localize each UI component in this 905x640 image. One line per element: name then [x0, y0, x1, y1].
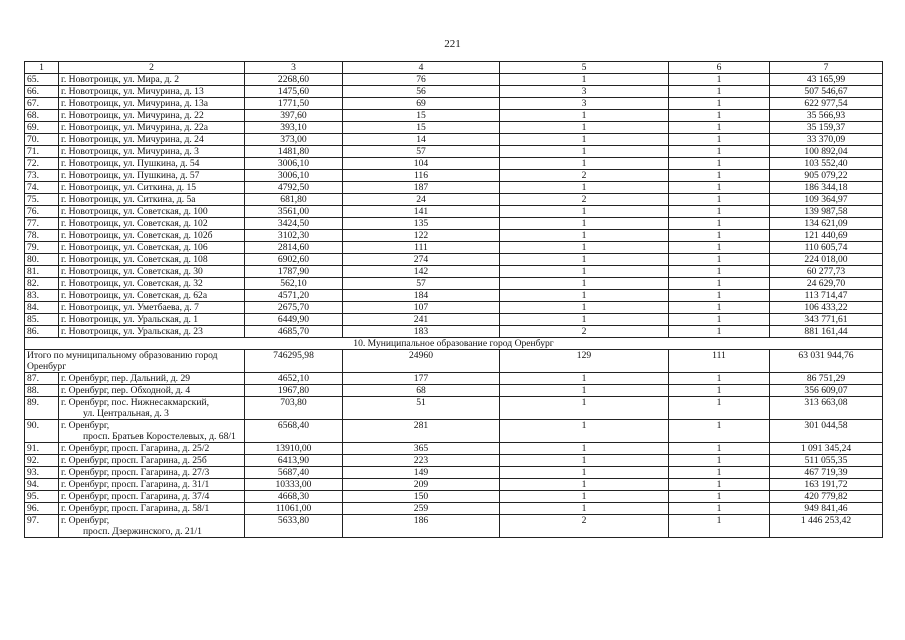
- column-5-value: 1: [500, 455, 669, 467]
- table-row: [25, 420, 883, 443]
- housing-register-table: [24, 61, 883, 538]
- column-5-value: 1: [500, 134, 669, 146]
- residents-count: 15: [343, 122, 500, 134]
- address: г. Новотроицк, ул. Советская, д. 32: [59, 278, 245, 290]
- address: г. Оренбург, пер. Обходной, д. 4: [59, 385, 245, 397]
- column-5-value: 2: [500, 326, 669, 338]
- residents-count: 24: [343, 194, 500, 206]
- table-row: [25, 266, 883, 278]
- table-row: [25, 74, 883, 86]
- address-line-1: г. Оренбург,: [61, 420, 110, 431]
- column-6-value: 1: [669, 218, 770, 230]
- table-row: [25, 503, 883, 515]
- total-area: 3424,50: [245, 218, 343, 230]
- cost-value: 106 433,22: [770, 302, 883, 314]
- address: г. Новотроицк, ул. Советская, д. 102б: [59, 230, 245, 242]
- column-6-value: 1: [669, 74, 770, 86]
- address: г. Оренбург, просп. Гагарина, д. 25б: [59, 455, 245, 467]
- column-5-value: 1: [500, 206, 669, 218]
- column-5-value: 2: [500, 194, 669, 206]
- total-area: 3102,30: [245, 230, 343, 242]
- total-area: 13910,00: [245, 443, 343, 455]
- row-number: 69.: [25, 122, 59, 134]
- cost-value: 110 605,74: [770, 242, 883, 254]
- table-row: [25, 194, 883, 206]
- total-area: 2268,60: [245, 74, 343, 86]
- residents-count: 150: [343, 491, 500, 503]
- row-number: 77.: [25, 218, 59, 230]
- residents-count: 76: [343, 74, 500, 86]
- table-row: [25, 397, 883, 420]
- address: г. Новотроицк, ул. Уральская, д. 23: [59, 326, 245, 338]
- column-5-value: 2: [500, 515, 669, 538]
- column-6-value: 1: [669, 86, 770, 98]
- row-number: 85.: [25, 314, 59, 326]
- total-area: 6413,90: [245, 455, 343, 467]
- cost-value: 121 440,69: [770, 230, 883, 242]
- table-row: [25, 206, 883, 218]
- cost-value: 949 841,46: [770, 503, 883, 515]
- column-5-value: 1: [500, 230, 669, 242]
- cost-value: 103 552,40: [770, 158, 883, 170]
- column-5-value: 1: [500, 385, 669, 397]
- column-6-value: 1: [669, 230, 770, 242]
- column-6-value: 1: [669, 420, 770, 443]
- row-number: 81.: [25, 266, 59, 278]
- cost-value: 24 629,70: [770, 278, 883, 290]
- address-line-2: ул. Центральная, д. 3: [83, 408, 169, 419]
- address: г. Новотроицк, ул. Мичурина, д. 24: [59, 134, 245, 146]
- table-row: [25, 242, 883, 254]
- residents-count: 365: [343, 443, 500, 455]
- residents-count: 104: [343, 158, 500, 170]
- address: г. Новотроицк, ул. Уральская, д. 1: [59, 314, 245, 326]
- section-title: 10. Муниципальное образование город Оренбург: [25, 338, 883, 350]
- column-number: 2: [59, 62, 245, 74]
- address: г. Новотроицк, ул. Мичурина, д. 13: [59, 86, 245, 98]
- total-area: 5687,40: [245, 467, 343, 479]
- column-6-value: 1: [669, 158, 770, 170]
- table-row: [25, 302, 883, 314]
- table-row: [25, 290, 883, 302]
- cost-value: 109 364,97: [770, 194, 883, 206]
- residents-count: 142: [343, 266, 500, 278]
- address: г. Новотроицк, ул. Пушкина, д. 57: [59, 170, 245, 182]
- column-6-value: 1: [669, 98, 770, 110]
- total-area: 4571,20: [245, 290, 343, 302]
- residents-count: 281: [343, 420, 500, 443]
- residents-count: 187: [343, 182, 500, 194]
- column-6-value: 1: [669, 455, 770, 467]
- address: г. Оренбург, просп. Гагарина, д. 58/1: [59, 503, 245, 515]
- table-row: [25, 314, 883, 326]
- row-number: 84.: [25, 302, 59, 314]
- row-number: 91.: [25, 443, 59, 455]
- address: г. Новотроицк, ул. Советская, д. 106: [59, 242, 245, 254]
- total-area: 11061,00: [245, 503, 343, 515]
- table-row: [25, 491, 883, 503]
- address: г. Новотроицк, ул. Пушкина, д. 54: [59, 158, 245, 170]
- column-6-value: 1: [669, 122, 770, 134]
- residents-count: 223: [343, 455, 500, 467]
- cost-value: 33 370,09: [770, 134, 883, 146]
- column-5-value: 1: [500, 443, 669, 455]
- row-number: 92.: [25, 455, 59, 467]
- column-6-value: 1: [669, 242, 770, 254]
- section-heading-row: [25, 338, 883, 350]
- table-row: [25, 230, 883, 242]
- cost-value: 1 446 253,42: [770, 515, 883, 538]
- address: г. Новотроицк, ул. Мичурина, д. 22а: [59, 122, 245, 134]
- table-row: [25, 170, 883, 182]
- column-5-value: 2: [500, 170, 669, 182]
- column-number: 5: [500, 62, 669, 74]
- cost-value: 35 159,37: [770, 122, 883, 134]
- cost-value: 186 344,18: [770, 182, 883, 194]
- total-area: 562,10: [245, 278, 343, 290]
- column-5-value: 1: [500, 479, 669, 491]
- address: г. Новотроицк, ул. Мичурина, д. 3: [59, 146, 245, 158]
- total-area: 4652,10: [245, 373, 343, 385]
- total-column-5: 129: [500, 350, 669, 373]
- residents-count: 274: [343, 254, 500, 266]
- address: [59, 515, 245, 538]
- residents-count: 14: [343, 134, 500, 146]
- column-5-value: 1: [500, 467, 669, 479]
- column-6-value: 1: [669, 110, 770, 122]
- cost-value: 467 719,39: [770, 467, 883, 479]
- total-area: 703,80: [245, 397, 343, 420]
- residents-count: 57: [343, 278, 500, 290]
- residents-count: 15: [343, 110, 500, 122]
- column-5-value: 1: [500, 74, 669, 86]
- table-row: [25, 98, 883, 110]
- total-area: 1771,50: [245, 98, 343, 110]
- cost-value: 35 566,93: [770, 110, 883, 122]
- row-number: 83.: [25, 290, 59, 302]
- table-row: [25, 134, 883, 146]
- column-6-value: 1: [669, 397, 770, 420]
- column-5-value: 1: [500, 254, 669, 266]
- total-area: 4668,30: [245, 491, 343, 503]
- residents-count: 69: [343, 98, 500, 110]
- column-6-value: 1: [669, 314, 770, 326]
- table-row: [25, 254, 883, 266]
- total-area: 2814,60: [245, 242, 343, 254]
- table-row: [25, 110, 883, 122]
- address: г. Новотроицк, ул. Советская, д. 102: [59, 218, 245, 230]
- column-6-value: 1: [669, 515, 770, 538]
- cost-value: 60 277,73: [770, 266, 883, 278]
- column-5-value: 1: [500, 278, 669, 290]
- row-number: 86.: [25, 326, 59, 338]
- table-row: [25, 467, 883, 479]
- page-number: 221: [444, 38, 461, 50]
- column-6-value: 1: [669, 373, 770, 385]
- address: г. Новотроицк, ул. Советская, д. 100: [59, 206, 245, 218]
- total-area: 6902,60: [245, 254, 343, 266]
- column-5-value: 1: [500, 122, 669, 134]
- residents-count: 141: [343, 206, 500, 218]
- address: г. Новотроицк, ул. Советская, д. 30: [59, 266, 245, 278]
- column-5-value: 1: [500, 491, 669, 503]
- row-number: 72.: [25, 158, 59, 170]
- row-number: 71.: [25, 146, 59, 158]
- total-area: 393,10: [245, 122, 343, 134]
- cost-value: 622 977,54: [770, 98, 883, 110]
- column-6-value: 1: [669, 254, 770, 266]
- total-area: 1475,60: [245, 86, 343, 98]
- residents-count: 56: [343, 86, 500, 98]
- column-6-value: 1: [669, 206, 770, 218]
- total-label: Итого по муниципальному образованию город Оренбург: [25, 350, 245, 373]
- total-area: 6568,40: [245, 420, 343, 443]
- column-6-value: 1: [669, 194, 770, 206]
- residents-count: 57: [343, 146, 500, 158]
- total-area: 373,00: [245, 134, 343, 146]
- column-5-value: 1: [500, 290, 669, 302]
- row-number: 88.: [25, 385, 59, 397]
- address: г. Новотроицк, ул. Уметбаева, д. 7: [59, 302, 245, 314]
- column-5-value: 1: [500, 397, 669, 420]
- address: г. Новотроицк, ул. Мичурина, д. 13а: [59, 98, 245, 110]
- row-number: 96.: [25, 503, 59, 515]
- row-number: 90.: [25, 420, 59, 443]
- cost-value: 343 771,61: [770, 314, 883, 326]
- column-6-value: 1: [669, 266, 770, 278]
- table-row: [25, 479, 883, 491]
- cost-value: 313 663,08: [770, 397, 883, 420]
- residents-count: 51: [343, 397, 500, 420]
- residents-count: 149: [343, 467, 500, 479]
- address-line-1: г. Оренбург,: [61, 515, 110, 526]
- column-5-value: 1: [500, 420, 669, 443]
- address: г. Оренбург, просп. Гагарина, д. 37/4: [59, 491, 245, 503]
- total-area: 4792,50: [245, 182, 343, 194]
- address: г. Оренбург, пер. Дальний, д. 29: [59, 373, 245, 385]
- total-cost: 63 031 944,76: [770, 350, 883, 373]
- row-number: 65.: [25, 74, 59, 86]
- residents-count: 135: [343, 218, 500, 230]
- address: г. Новотроицк, ул. Советская, д. 62а: [59, 290, 245, 302]
- residents-count: 259: [343, 503, 500, 515]
- total-area: 3006,10: [245, 170, 343, 182]
- total-area: 3006,10: [245, 158, 343, 170]
- total-area: 397,60: [245, 110, 343, 122]
- row-number: 82.: [25, 278, 59, 290]
- table-row: [25, 86, 883, 98]
- row-number: 70.: [25, 134, 59, 146]
- column-5-value: 1: [500, 110, 669, 122]
- address: г. Новотроицк, ул. Мичурина, д. 22: [59, 110, 245, 122]
- row-number: 97.: [25, 515, 59, 538]
- column-6-value: 1: [669, 479, 770, 491]
- table-row: [25, 326, 883, 338]
- cost-value: 1 091 345,24: [770, 443, 883, 455]
- table-row: [25, 182, 883, 194]
- residents-count: 184: [343, 290, 500, 302]
- column-5-value: 1: [500, 266, 669, 278]
- table-row: [25, 122, 883, 134]
- residents-count: 209: [343, 479, 500, 491]
- column-5-value: 1: [500, 218, 669, 230]
- table-row: [25, 455, 883, 467]
- column-number: 4: [343, 62, 500, 74]
- column-5-value: 1: [500, 242, 669, 254]
- table-row: [25, 515, 883, 538]
- table-row: [25, 146, 883, 158]
- row-number: 66.: [25, 86, 59, 98]
- address: [59, 397, 245, 420]
- total-area: 1787,90: [245, 266, 343, 278]
- cost-value: 905 079,22: [770, 170, 883, 182]
- address: г. Оренбург, просп. Гагарина, д. 31/1: [59, 479, 245, 491]
- cost-value: 86 751,29: [770, 373, 883, 385]
- address: г. Оренбург, просп. Гагарина, д. 27/3: [59, 467, 245, 479]
- cost-value: 100 892,04: [770, 146, 883, 158]
- column-5-value: 1: [500, 146, 669, 158]
- row-number: 89.: [25, 397, 59, 420]
- address: г. Новотроицк, ул. Ситкина, д. 15: [59, 182, 245, 194]
- cost-value: 420 779,82: [770, 491, 883, 503]
- cost-value: 224 018,00: [770, 254, 883, 266]
- cost-value: 163 191,72: [770, 479, 883, 491]
- column-number: 3: [245, 62, 343, 74]
- row-number: 95.: [25, 491, 59, 503]
- row-number: 78.: [25, 230, 59, 242]
- total-area: 6449,90: [245, 314, 343, 326]
- cost-value: 113 714,47: [770, 290, 883, 302]
- total-area: 1481,80: [245, 146, 343, 158]
- cost-value: 881 161,44: [770, 326, 883, 338]
- cost-value: 43 165,99: [770, 74, 883, 86]
- column-number: 1: [25, 62, 59, 74]
- total-column-6: 111: [669, 350, 770, 373]
- table-row: [25, 443, 883, 455]
- table-row: [25, 373, 883, 385]
- column-6-value: 1: [669, 385, 770, 397]
- table-row: [25, 158, 883, 170]
- cost-value: 301 044,58: [770, 420, 883, 443]
- column-number: 6: [669, 62, 770, 74]
- total-area: 1967,80: [245, 385, 343, 397]
- column-6-value: 1: [669, 146, 770, 158]
- total-area: 10333,00: [245, 479, 343, 491]
- residents-count: 186: [343, 515, 500, 538]
- row-number: 73.: [25, 170, 59, 182]
- residents-count: 241: [343, 314, 500, 326]
- total-area: 5633,80: [245, 515, 343, 538]
- address: [59, 420, 245, 443]
- cost-value: 139 987,58: [770, 206, 883, 218]
- address: г. Новотроицк, ул. Советская, д. 108: [59, 254, 245, 266]
- row-number: 76.: [25, 206, 59, 218]
- column-6-value: 1: [669, 170, 770, 182]
- column-number-header-row: [25, 62, 883, 74]
- total-area: 746295,98: [245, 350, 343, 373]
- cost-value: 507 546,67: [770, 86, 883, 98]
- address: г. Новотроицк, ул. Ситкина, д. 5а: [59, 194, 245, 206]
- row-number: 75.: [25, 194, 59, 206]
- total-row: [25, 350, 883, 373]
- column-6-value: 1: [669, 182, 770, 194]
- cost-value: 134 621,09: [770, 218, 883, 230]
- cost-value: 356 609,07: [770, 385, 883, 397]
- column-6-value: 1: [669, 467, 770, 479]
- residents-count: 68: [343, 385, 500, 397]
- address-line-2: просп. Дзержинского, д. 21/1: [83, 526, 202, 537]
- column-6-value: 1: [669, 290, 770, 302]
- column-5-value: 1: [500, 182, 669, 194]
- row-number: 80.: [25, 254, 59, 266]
- row-number: 93.: [25, 467, 59, 479]
- total-area: 681,80: [245, 194, 343, 206]
- address: г. Новотроицк, ул. Мира, д. 2: [59, 74, 245, 86]
- column-5-value: 1: [500, 373, 669, 385]
- column-number: 7: [770, 62, 883, 74]
- residents-count: 183: [343, 326, 500, 338]
- residents-count: 122: [343, 230, 500, 242]
- column-6-value: 1: [669, 278, 770, 290]
- column-6-value: 1: [669, 443, 770, 455]
- row-number: 94.: [25, 479, 59, 491]
- address-line-2: просп. Братьев Коростелевых, д. 68/1: [83, 431, 236, 442]
- total-area: 4685,70: [245, 326, 343, 338]
- residents-count: 107: [343, 302, 500, 314]
- residents-count: 116: [343, 170, 500, 182]
- column-6-value: 1: [669, 326, 770, 338]
- column-5-value: 3: [500, 98, 669, 110]
- total-area: 3561,00: [245, 206, 343, 218]
- residents-count: 177: [343, 373, 500, 385]
- column-5-value: 1: [500, 503, 669, 515]
- table-row: [25, 385, 883, 397]
- row-number: 68.: [25, 110, 59, 122]
- row-number: 74.: [25, 182, 59, 194]
- row-number: 87.: [25, 373, 59, 385]
- column-5-value: 1: [500, 158, 669, 170]
- column-6-value: 1: [669, 134, 770, 146]
- total-residents: 24960: [343, 350, 500, 373]
- column-5-value: 1: [500, 302, 669, 314]
- table-row: [25, 218, 883, 230]
- column-5-value: 3: [500, 86, 669, 98]
- column-6-value: 1: [669, 503, 770, 515]
- column-6-value: 1: [669, 491, 770, 503]
- residents-count: 111: [343, 242, 500, 254]
- address: г. Оренбург, просп. Гагарина, д. 25/2: [59, 443, 245, 455]
- table-row: [25, 278, 883, 290]
- row-number: 67.: [25, 98, 59, 110]
- cost-value: 511 055,35: [770, 455, 883, 467]
- address-line-1: г. Оренбург, пос. Нижнесакмарский,: [61, 397, 210, 408]
- column-5-value: 1: [500, 314, 669, 326]
- total-area: 2675,70: [245, 302, 343, 314]
- column-6-value: 1: [669, 302, 770, 314]
- row-number: 79.: [25, 242, 59, 254]
